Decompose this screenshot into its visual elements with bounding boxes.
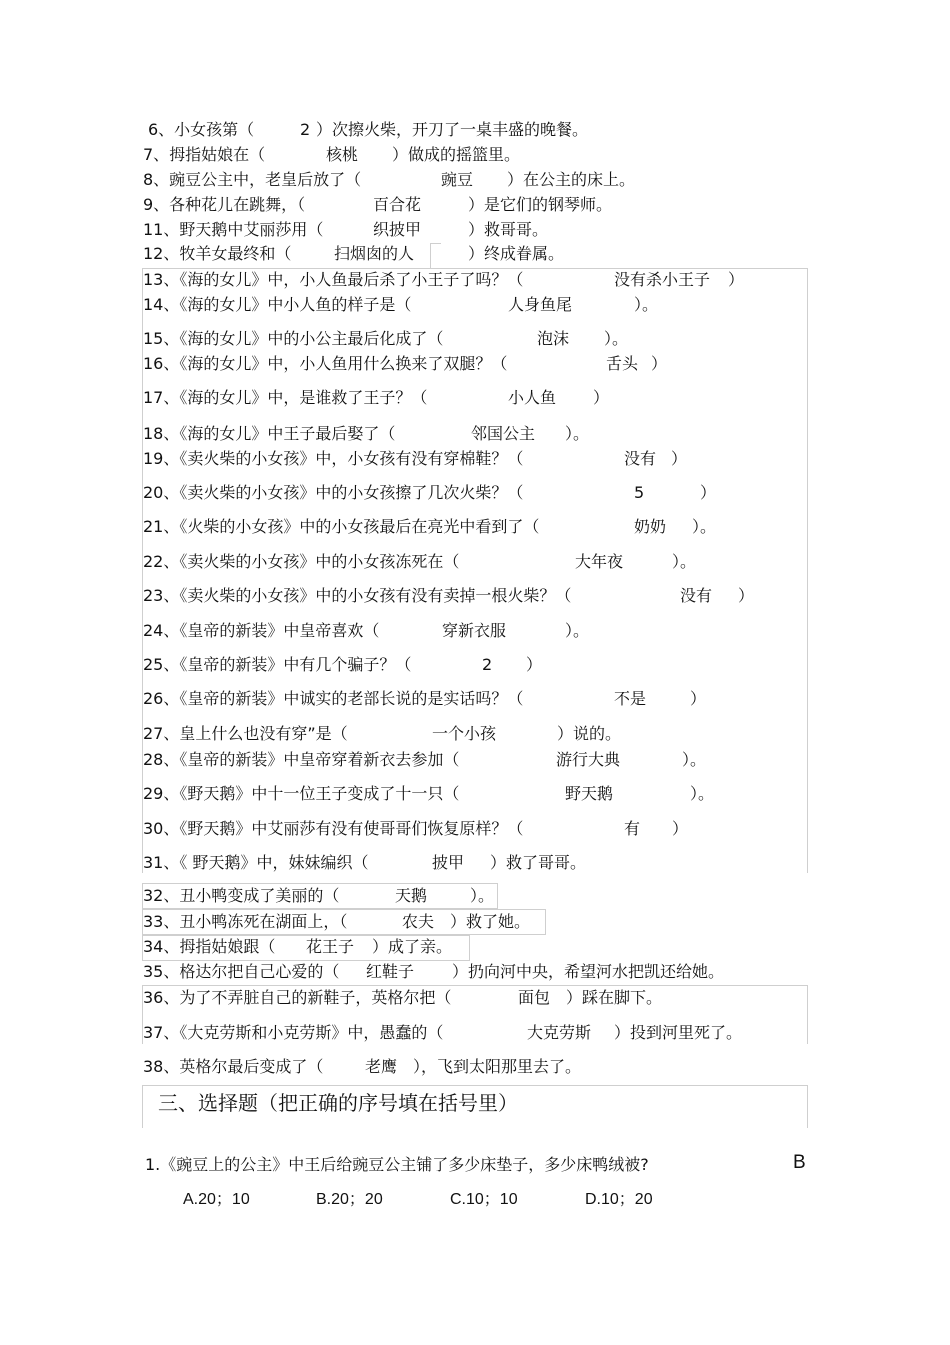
question-1 (148, 120, 848, 140)
question-text: 37、《大克劳斯和小克劳斯》中，愚蠢的（ (143, 1023, 444, 1042)
answer-text: 有 (624, 819, 641, 838)
answer-text: 面包 (518, 988, 551, 1007)
question-closing: ）。 (634, 295, 659, 314)
question-text: 20、《卖火柴的小女孩》中的小女孩擦了几次火柴？（ (143, 483, 524, 502)
question-closing: ） (738, 586, 755, 605)
question-closing: ） (700, 483, 717, 502)
question-9 (143, 329, 843, 349)
answer-text: 没有 (680, 586, 713, 605)
question-closing: ） (526, 655, 543, 674)
question-closing: ） (671, 449, 688, 468)
question-closing: ）踩在脚下。 (566, 988, 663, 1007)
question-20 (143, 689, 843, 709)
answer-text: 穿新衣服 (442, 621, 507, 640)
answer-text: 扫烟囱的人 (334, 244, 415, 263)
answer-text: 老鹰 (365, 1057, 398, 1076)
answer-text: 野天鹅 (565, 784, 614, 803)
question-text: 16、《海的女儿》中，小人鱼用什么换来了双腿？（ (143, 354, 508, 373)
question-26 (143, 886, 843, 906)
question-19 (143, 655, 843, 675)
answer-text: 红鞋子 (366, 962, 415, 981)
question-text: 22、《卖火柴的小女孩》中的小女孩冻死在（ (143, 552, 460, 571)
answer-text: 花王子 (306, 937, 355, 956)
question-text: 29、《野天鹅》中十一位王子变成了十一只（ (143, 784, 460, 803)
answer-text: 5 (634, 483, 645, 502)
answer-text: 农夫 (402, 912, 435, 931)
question-closing: ） (728, 270, 745, 289)
question-closing: ）救哥哥。 (468, 220, 549, 239)
question-closing: ）说的。 (557, 724, 622, 743)
question-closing: ）做成的摇篮里。 (392, 145, 521, 164)
answer-text: 舌头 (606, 354, 639, 373)
option-a: A.20；10 (183, 1191, 250, 1208)
answer-text: 织披甲 (373, 220, 422, 239)
question-22 (143, 750, 843, 770)
answer-text: 2 (482, 655, 493, 674)
choice-question-text: 1.《豌豆上的公主》中王后给豌豆公主铺了多少床垫子，多少床鸭绒被? (145, 1155, 649, 1174)
question-closing: ）次擦火柴，开刀了一桌丰盛的晚餐。 (316, 120, 589, 139)
question-text: 38、英格尔最后变成了（ (143, 1057, 324, 1076)
question-text: 21、《火柴的小女孩》中的小女孩最后在亮光中看到了（ (143, 517, 540, 536)
question-18 (143, 621, 843, 641)
question-text: 13、《海的女儿》中，小人鱼最后杀了小王子了吗？（ (143, 270, 524, 289)
question-6 (143, 244, 843, 264)
question-closing: ）。 (470, 886, 495, 905)
question-text: 27、皇上什么也没有穿”是（ (143, 724, 348, 743)
question-closing: ）。 (565, 424, 590, 443)
question-3 (143, 170, 843, 190)
question-closing: ）。 (672, 552, 697, 571)
question-text: 32、丑小鸭变成了美丽的（ (143, 886, 340, 905)
question-text: 17、《海的女儿》中，是谁救了王子？（ (143, 388, 428, 407)
answer-text: 人身鱼尾 (508, 295, 573, 314)
option-b: B.20；20 (316, 1191, 383, 1208)
question-text: 9、各种花儿在跳舞，（ (143, 195, 306, 214)
answer-text: 一个小孩 (432, 724, 497, 743)
question-30 (143, 988, 843, 1008)
answer-text: 小人鱼 (508, 388, 557, 407)
answer-text: 没有 (624, 449, 657, 468)
question-5 (143, 220, 843, 240)
question-17 (143, 586, 843, 606)
question-text: 35、格达尔把自己心爱的（ (143, 962, 340, 981)
question-text: 14、《海的女儿》中小人鱼的样子是（ (143, 295, 412, 314)
option-d: D.10；20 (585, 1191, 653, 1208)
answer-text: 披甲 (432, 853, 465, 872)
question-11 (143, 388, 843, 408)
question-text: 12、牧羊女最终和（ (143, 244, 292, 263)
question-text: 28、《皇帝的新装》中皇帝穿着新衣去参加（ (143, 750, 460, 769)
question-8 (143, 295, 843, 315)
question-25 (143, 853, 843, 873)
answer-text: 天鹅 (395, 886, 428, 905)
question-text: 34、拇指姑娘跟（ (143, 937, 276, 956)
question-closing: ） (672, 819, 689, 838)
answer-text: 大年夜 (575, 552, 624, 571)
question-closing: ）投到河里死了。 (614, 1023, 743, 1042)
question-12 (143, 424, 843, 444)
question-closing: ）扔向河中央，希望河水把凯还给她。 (452, 962, 725, 981)
question-text: 11、野天鹅中艾丽莎用（ (143, 220, 324, 239)
answer-text: 泡沫 (537, 329, 570, 348)
question-closing: ） (593, 388, 610, 407)
answer-text: 大克劳斯 (527, 1023, 592, 1042)
question-text: 19、《卖火柴的小女孩》中，小女孩有没有穿棉鞋？（ (143, 449, 524, 468)
answer-text: 游行大典 (556, 750, 621, 769)
question-4 (143, 195, 843, 215)
question-31 (143, 1023, 843, 1043)
answer-text: 2 (300, 120, 311, 139)
question-23 (143, 784, 843, 804)
question-text: 30、《野天鹅》中艾丽莎有没有使哥哥们恢复原样？（ (143, 819, 524, 838)
question-2 (143, 145, 843, 165)
question-closing: ）救了她。 (450, 912, 531, 931)
question-text: 36、为了不弄脏自己的新鞋子，英格尔把（ (143, 988, 452, 1007)
answer-text: 百合花 (373, 195, 422, 214)
question-text: 24、《皇帝的新装》中皇帝喜欢（ (143, 621, 380, 640)
answer-text: 奶奶 (634, 517, 667, 536)
answer-text: 核桃 (326, 145, 359, 164)
question-closing: ），飞到太阳那里去了。 (413, 1057, 582, 1076)
question-closing: ）在公主的床上。 (507, 170, 636, 189)
question-text: 31、《 野天鹅》中，妹妹编织（ (143, 853, 369, 872)
answer-text: 邻国公主 (471, 424, 536, 443)
question-closing: ）。 (682, 750, 707, 769)
question-text: 15、《海的女儿》中的小公主最后化成了（ (143, 329, 444, 348)
question-text: 6、小女孩第（ (148, 120, 255, 139)
question-text: 8、豌豆公主中，老皇后放了（ (143, 170, 362, 189)
question-closing: ）成了亲。 (372, 937, 453, 956)
question-closing: ）终成眷属。 (468, 244, 565, 263)
question-closing: ）。 (692, 517, 717, 536)
choice-answer: B (793, 1152, 806, 1173)
question-closing: ）。 (565, 621, 590, 640)
question-29 (143, 962, 843, 982)
question-28 (143, 937, 843, 957)
question-27 (143, 912, 843, 932)
question-closing: ）是它们的钢琴师。 (468, 195, 613, 214)
question-text: 18、《海的女儿》中王子最后娶了（ (143, 424, 396, 443)
answer-text: 没有杀小王子 (614, 270, 711, 289)
question-32 (143, 1057, 843, 1077)
question-7 (143, 270, 843, 290)
question-15 (143, 517, 843, 537)
answer-text: 豌豆 (441, 170, 474, 189)
option-c: C.10；10 (450, 1191, 518, 1208)
question-13 (143, 449, 843, 469)
question-text: 7、拇指姑娘在（ (143, 145, 266, 164)
answer-text: 不是 (614, 689, 647, 708)
question-closing: ） (690, 689, 707, 708)
section-heading: 三、选择题（把正确的序号填在括号里） (158, 1091, 518, 1115)
question-closing: ） (651, 354, 668, 373)
question-16 (143, 552, 843, 572)
question-10 (143, 354, 843, 374)
question-text: 26、《皇帝的新装》中诚实的老部长说的是实话吗？（ (143, 689, 524, 708)
question-text: 33、丑小鸭冻死在湖面上，（ (143, 912, 348, 931)
question-21 (143, 724, 843, 744)
question-24 (143, 819, 843, 839)
question-text: 23、《卖火柴的小女孩》中的小女孩有没有卖掉一根火柴？（ (143, 586, 572, 605)
question-14 (143, 483, 843, 503)
question-closing: ）。 (604, 329, 629, 348)
question-text: 25、《皇帝的新装》中有几个骗子？（ (143, 655, 412, 674)
question-closing: ）救了哥哥。 (490, 853, 587, 872)
question-closing: ）。 (690, 784, 715, 803)
